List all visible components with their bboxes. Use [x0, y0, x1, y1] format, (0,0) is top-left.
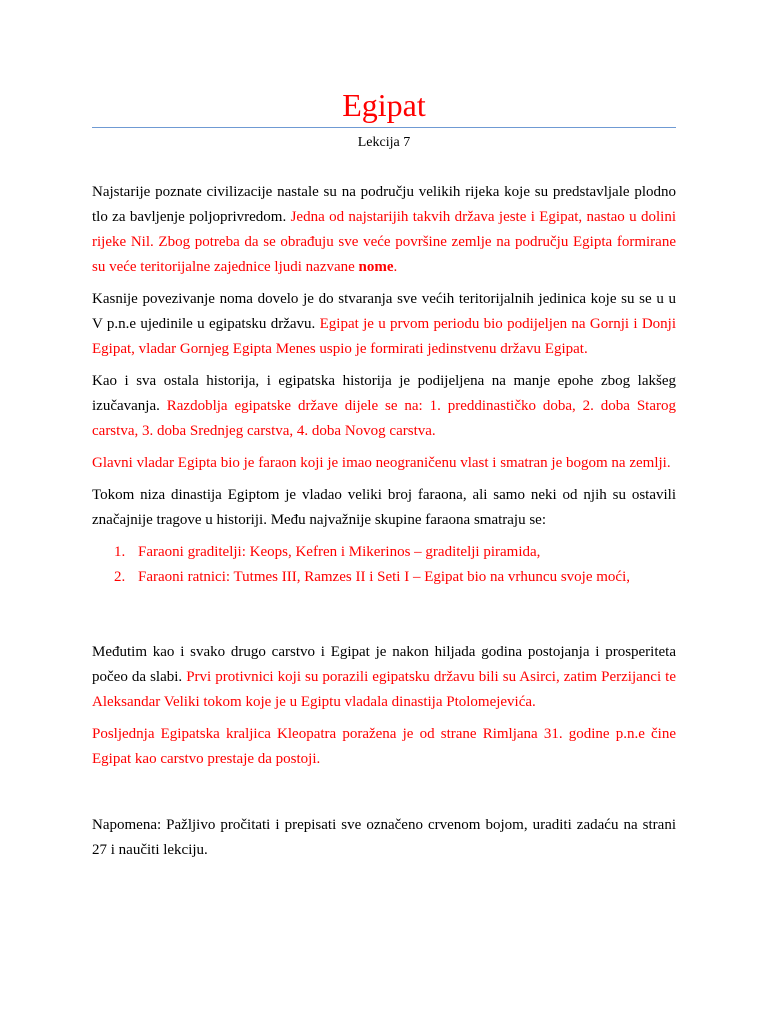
paragraph-6-text: Međutim kao i svako drugo carstvo i Egipat je nakon hiljada godina postojanja i prosperiteta počeo da slabi.	[92, 644, 676, 685]
document-subtitle: Lekcija 7	[357, 135, 411, 150]
paragraph-1-bold-term: nome	[358, 259, 394, 275]
list-item-number: 1.	[114, 544, 126, 560]
paragraph-3-text: Kao i sva ostala historija, i egipatska historija je podijeljena na manje epohe zbog lakšeg izučavanja.	[92, 373, 676, 414]
paragraph-3	[92, 369, 676, 444]
paragraph-1-end: .	[393, 259, 398, 275]
spacer	[92, 779, 676, 813]
list-item-text: Faraoni ratnici: Tutmes III, Ramzes II i Seti I – Egipat bio na vrhuncu svoje moći,	[138, 569, 630, 585]
paragraph-5-text: Tokom niza dinastija Egiptom je vladao veliki broj faraona, ali samo neki od njih su ostavili značajnije tragove u historiji. Među najvažnije skupine faraona smatraju se:	[92, 487, 676, 528]
list-item-text: Faraoni graditelji: Keops, Kefren i Mikerinos – graditelji piramida,	[138, 544, 541, 560]
list-item	[92, 565, 676, 590]
note-text: Napomena: Pažljivo pročitati i prepisati sve označeno crvenom bojom, uraditi zadaću na strani 27 i naučiti lekciju.	[92, 817, 676, 858]
note-paragraph	[92, 813, 676, 863]
paragraph-1-highlight: Jedna od najstarijih takvih država jeste i Egipat, nastao u dolini rijeke Nil. Zbog potreba da se obrađuju sve veće površine zemlje na području Egipta formirane su veće teritorijalne zajednice ljudi nazvane	[92, 209, 676, 275]
paragraph-5	[92, 483, 676, 533]
paragraph-6	[92, 640, 676, 715]
paragraph-2-highlight: Egipat je u prvom periodu bio podijeljen na Gornji i Donji Egipat, vladar Gornjeg Egipta Menes uspio je formirati jedinstvenu državu Egipat.	[92, 316, 676, 357]
spacer	[92, 590, 676, 640]
paragraph-2	[92, 287, 676, 362]
list-item-number: 2.	[114, 569, 126, 585]
paragraph-2-text: Kasnije povezivanje noma dovelo je do stvaranja sve većih teritorijalnih jedinica koje su se u u V p.n.e ujedinile u egipatsku državu.	[92, 291, 676, 332]
list-item	[92, 540, 676, 565]
paragraph-4-highlight: Glavni vladar Egipta bio je faraon koji je imao neograničenu vlast i smatran je bogom na zemlji.	[92, 455, 671, 471]
document-body	[92, 180, 676, 870]
paragraph-3-highlight: Razdoblja egipatske države dijele se na: 1. preddinastičko doba, 2. doba Starog carstva, 3. doba Srednjeg carstva, 4. doba Novog carstva.	[92, 398, 676, 439]
paragraph-1-text: Najstarije poznate civilizacije nastale su na području velikih rijeka koje su predstavljale plodno tlo za bavljenje poljoprivredom.	[92, 184, 676, 225]
pharaoh-list	[92, 540, 676, 590]
paragraph-1	[92, 180, 676, 280]
document-title: Egipat	[342, 87, 426, 123]
paragraph-4	[92, 451, 676, 476]
paragraph-6-highlight: Prvi protivnici koji su porazili egipatsku državu bili su Asirci, zatim Perzijanci te Aleksandar Veliki tokom koje je u Egiptu vladala dinastija Ptolomejevića.	[92, 669, 676, 710]
title-divider	[92, 127, 676, 128]
paragraph-7-highlight: Posljednja Egipatska kraljica Kleopatra poražena je od strane Rimljana 31. godine p.n.e čine Egipat kao carstvo prestaje da postoji.	[92, 726, 676, 767]
paragraph-7	[92, 722, 676, 772]
